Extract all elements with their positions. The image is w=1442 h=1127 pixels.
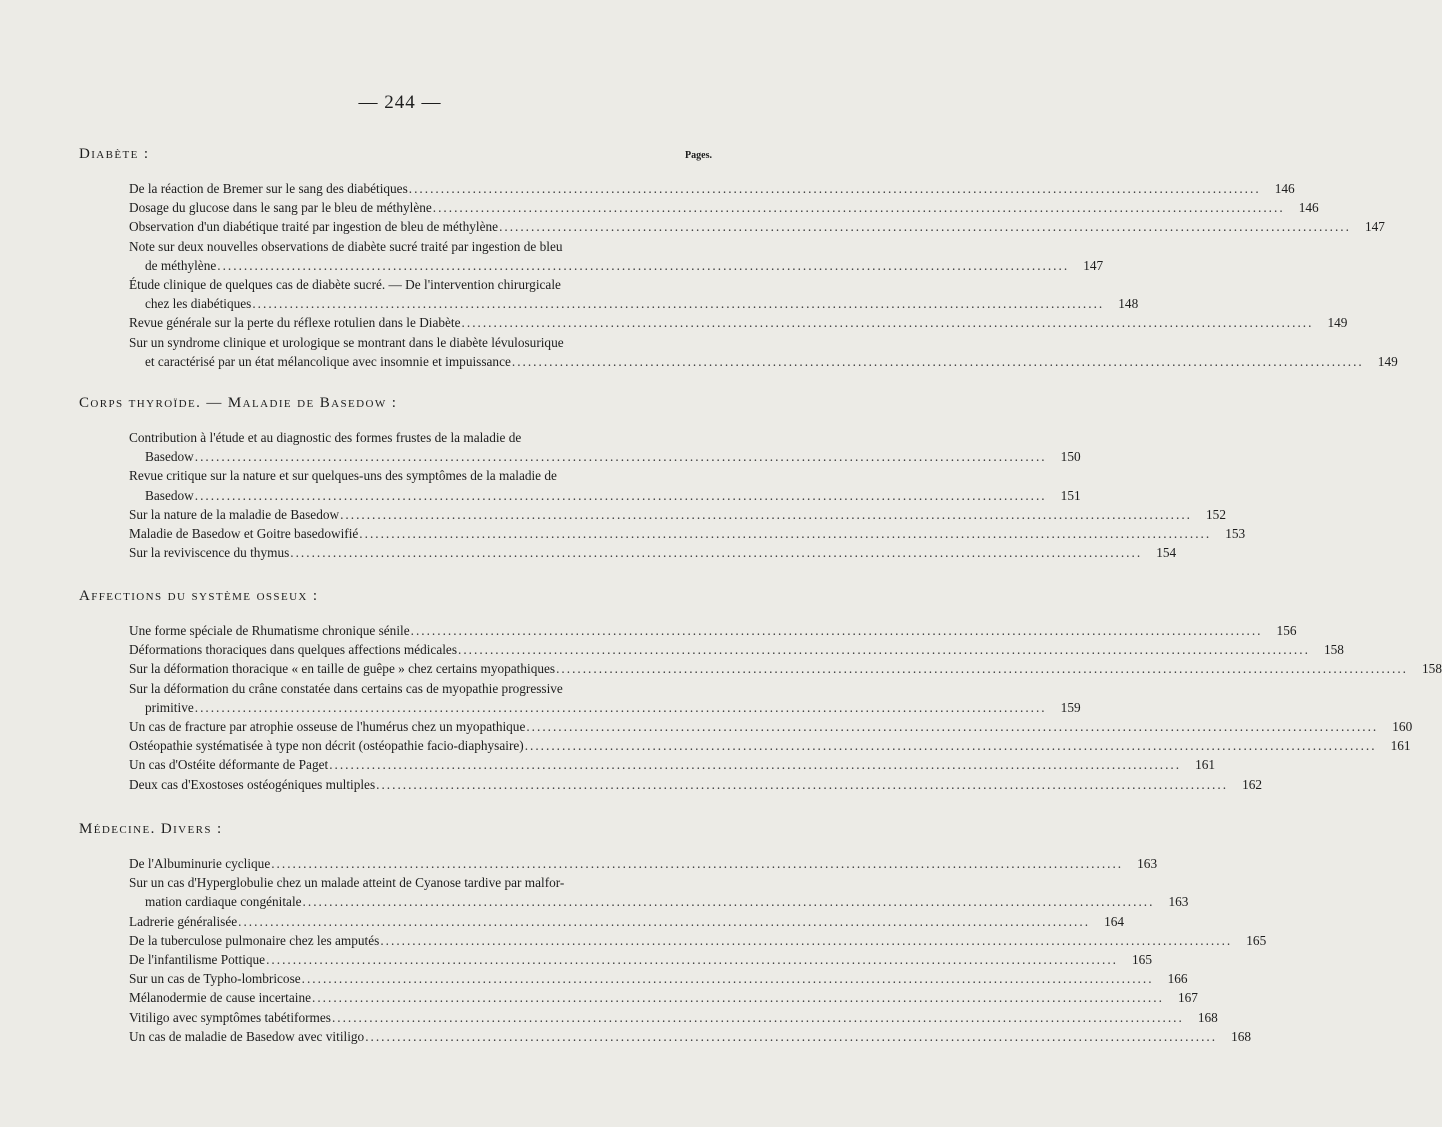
- entry-title-line: [129, 854, 1158, 873]
- page-reference: 164: [1104, 913, 1125, 929]
- entry-title-line: [129, 755, 1216, 774]
- entry-title: Un cas d'Ostéite déformante de Paget: [129, 757, 329, 773]
- entry-list: [129, 854, 1267, 1046]
- dot-leader: [365, 1027, 1217, 1046]
- toc-entry: [129, 736, 1411, 755]
- entry-title-line: [129, 988, 1198, 1007]
- page-reference: 158: [1323, 642, 1344, 658]
- entry-title-line: [129, 912, 1125, 931]
- page-reference: 152: [1206, 506, 1226, 522]
- entry-title: chez les diabétiques: [145, 296, 252, 312]
- entry-title: De la réaction de Bremer sur le sang des diabétiques: [129, 181, 408, 196]
- entry-title-line: [129, 775, 1263, 794]
- dot-leader: [556, 659, 1408, 678]
- entry-title-line: [129, 505, 1226, 524]
- entry-title: Basedow: [145, 449, 194, 465]
- entry-title-line: Étude clinique de quelques cas de diabète sucré. — De l'intervention chirurgicale: [129, 277, 561, 293]
- entry-title: Une forme spéciale de Rhumatisme chronique sénile: [129, 623, 410, 638]
- entry-title-line: [129, 256, 1104, 275]
- toc-entry: [129, 988, 1198, 1007]
- entry-list: [129, 428, 1246, 562]
- entry-list: [129, 621, 1442, 794]
- entry-title-line: [129, 313, 1348, 332]
- toc-entry: [129, 873, 1189, 911]
- page-reference: 163: [1168, 894, 1189, 910]
- dot-leader: [411, 621, 1263, 640]
- toc-entry: [129, 659, 1442, 678]
- dot-leader: [217, 256, 1069, 275]
- entry-title: De l'infantilisme Pottique: [129, 952, 266, 968]
- toc-entry: [129, 950, 1152, 969]
- dot-leader: [195, 486, 1047, 505]
- page-reference: 156: [1276, 623, 1297, 638]
- toc-entry: [129, 679, 1081, 717]
- dot-leader: [376, 775, 1228, 794]
- page-reference: 158: [1422, 661, 1442, 677]
- section-systeme-osseux: [79, 585, 1442, 794]
- entry-title-line: Sur un syndrome clinique et urologique se montrant dans le diabète lévulosurique: [129, 334, 564, 350]
- entry-title-line: [129, 1027, 1252, 1046]
- dot-leader: [303, 892, 1155, 911]
- entry-title-line: Contribution à l'étude et au diagnostic des formes frustes de la maladie de: [129, 430, 522, 445]
- toc-entry: [129, 717, 1413, 736]
- entry-title-line: [129, 892, 1189, 911]
- entry-title-line: [129, 294, 1139, 313]
- entry-title-line: [129, 621, 1297, 640]
- toc-entry: [129, 313, 1348, 332]
- entry-title: Vitiligo avec symptômes tabétiformes: [129, 1009, 331, 1025]
- page-reference: 168: [1197, 1009, 1218, 1025]
- entry-title-line: [129, 950, 1152, 969]
- section-corps-thyroide: [79, 392, 1246, 562]
- toc-entry: [129, 333, 1398, 371]
- toc-entry: [129, 969, 1188, 988]
- entry-title-line: [129, 969, 1188, 988]
- section-title: Affections du système osseux :: [79, 588, 319, 604]
- entry-title-line: [129, 931, 1267, 950]
- toc-entry: [129, 466, 1081, 504]
- page-reference: 166: [1167, 971, 1188, 987]
- section-title: Médecine. Divers :: [79, 821, 223, 837]
- page-reference: 150: [1060, 449, 1081, 465]
- pages-column-label: Pages.: [685, 150, 712, 161]
- toc-entry: [129, 543, 1177, 562]
- toc-entry: [129, 621, 1297, 640]
- toc-entry: [129, 1027, 1252, 1046]
- entry-title-line: [129, 179, 1295, 198]
- toc-entry: [129, 217, 1385, 236]
- entry-title: De la tuberculose pulmonaire chez les amputés: [129, 932, 380, 948]
- dot-leader: [195, 698, 1047, 717]
- dot-leader: [380, 931, 1232, 950]
- entry-title: de méthylène: [145, 257, 217, 273]
- page-reference: 148: [1118, 296, 1139, 312]
- dot-leader: [312, 988, 1164, 1007]
- entry-title-line: [129, 217, 1385, 236]
- page-reference: 163: [1137, 856, 1158, 871]
- entry-title: et caractérisé par un état mélancolique avec insomnie et impuissance: [145, 353, 511, 369]
- toc-entry: [129, 179, 1295, 198]
- toc-entry: [129, 198, 1319, 217]
- entry-title: Dosage du glucose dans le sang par le bleu de méthylène: [129, 200, 432, 216]
- toc-entry: [129, 912, 1125, 931]
- toc-entry: [129, 931, 1267, 950]
- dot-leader: [195, 447, 1047, 466]
- page-reference: 160: [1392, 719, 1413, 735]
- entry-title: Ostéopathie systématisée à type non décrit (ostéopathie facio-diaphysaire): [129, 738, 524, 754]
- entry-title: Maladie de Basedow et Goitre basedowifié: [129, 526, 359, 542]
- toc-entry: [129, 237, 1104, 275]
- entry-title-line: [129, 717, 1413, 736]
- dot-leader: [271, 854, 1123, 873]
- entry-title-line: [129, 486, 1081, 505]
- page-reference: 165: [1132, 952, 1152, 968]
- entry-title: Sur la reviviscence du thymus: [129, 545, 290, 561]
- dot-leader: [359, 524, 1211, 543]
- entry-title: Revue générale sur la perte du réflexe rotulien dans le Diabète: [129, 315, 461, 331]
- dot-leader: [526, 717, 1378, 736]
- dot-leader: [462, 313, 1314, 332]
- toc-entry: [129, 755, 1216, 774]
- section-diabete: [79, 143, 1398, 371]
- page-reference: 147: [1364, 219, 1385, 235]
- dot-leader: [340, 505, 1192, 524]
- toc-entry: [129, 775, 1263, 794]
- entry-title: primitive: [145, 699, 194, 715]
- entry-title-line: [129, 1008, 1218, 1027]
- toc-entry: [129, 524, 1246, 543]
- entry-title-line: [129, 447, 1081, 466]
- entry-title: mation cardiaque congénitale: [145, 894, 302, 910]
- entry-title-line: [129, 524, 1246, 543]
- page-reference: 162: [1242, 776, 1263, 792]
- dot-leader: [433, 198, 1285, 217]
- dot-leader: [409, 179, 1261, 198]
- page-reference: 159: [1060, 699, 1081, 715]
- entry-title-line: [129, 736, 1411, 755]
- page-reference: 168: [1231, 1028, 1252, 1044]
- toc-entry: [129, 428, 1081, 466]
- entry-title: Sur la déformation thoracique « en taille de guêpe » chez certains myopathiques: [129, 661, 556, 677]
- toc-entry: [129, 1008, 1218, 1027]
- entry-title-line: Revue critique sur la nature et sur quelques-uns des symptômes de la maladie de: [129, 468, 557, 484]
- entry-title: Un cas de fracture par atrophie osseuse de l'humérus chez un myopathique: [129, 719, 526, 735]
- entry-title-line: [129, 198, 1319, 217]
- page-reference: 149: [1377, 353, 1398, 369]
- toc-entry: [129, 505, 1226, 524]
- entry-title-line: Note sur deux nouvelles observations de diabète sucré traité par ingestion de bleu: [129, 238, 563, 254]
- entry-title: Basedow: [145, 487, 194, 503]
- toc-entry: [129, 640, 1344, 659]
- page-reference: 161: [1195, 757, 1216, 773]
- page-reference: 167: [1177, 990, 1198, 1006]
- page-reference: 151: [1060, 487, 1081, 503]
- page-reference: 149: [1327, 315, 1348, 331]
- entry-title: Mélanodermie de cause incertaine: [129, 990, 312, 1006]
- dot-leader: [290, 543, 1142, 562]
- dot-leader: [238, 912, 1090, 931]
- entry-title-line: [129, 698, 1081, 717]
- dot-leader: [512, 352, 1364, 371]
- dot-leader: [302, 969, 1154, 988]
- entry-title-line: Sur la déformation du crâne constatée dans certains cas de myopathie progressive: [129, 680, 563, 696]
- entry-title-line: Sur un cas d'Hyperglobulie chez un malade atteint de Cyanose tardive par malfor-: [129, 875, 565, 891]
- entry-title: Sur la nature de la maladie de Basedow: [129, 506, 340, 522]
- page-reference: 146: [1274, 181, 1295, 196]
- dot-leader: [525, 736, 1377, 755]
- entry-title: Ladrerie généralisée: [129, 913, 238, 929]
- entry-title-line: [129, 640, 1344, 659]
- dot-leader: [266, 950, 1118, 969]
- entry-title: Un cas de maladie de Basedow avec vitiligo: [129, 1028, 365, 1044]
- entry-title: Observation d'un diabétique traité par ingestion de bleu de méthylène: [129, 219, 499, 235]
- page-reference: 146: [1298, 200, 1319, 216]
- entry-title-line: [129, 659, 1442, 678]
- entry-title: De l'Albuminurie cyclique: [129, 856, 271, 871]
- section-title: Diabète :: [79, 146, 150, 162]
- entry-title-line: [129, 352, 1398, 371]
- entry-title: Sur un cas de Typho-lombricose: [129, 971, 301, 987]
- dot-leader: [252, 294, 1104, 313]
- entry-list: [129, 179, 1398, 371]
- dot-leader: [499, 217, 1351, 236]
- page-reference: 165: [1246, 932, 1267, 948]
- page-reference: 147: [1083, 257, 1104, 273]
- dot-leader: [329, 755, 1181, 774]
- toc-entry: [129, 854, 1158, 873]
- page-number: — 244 —: [358, 92, 442, 113]
- entry-title: Deux cas d'Exostoses ostéogéniques multiples: [129, 776, 376, 792]
- dot-leader: [458, 640, 1310, 659]
- toc-entry: [129, 275, 1139, 313]
- entry-title-line: [129, 543, 1177, 562]
- section-title: Corps thyroïde. — Maladie de Basedow :: [79, 395, 398, 411]
- page-reference: 161: [1390, 738, 1411, 754]
- entry-title: Déformations thoraciques dans quelques affections médicales: [129, 642, 458, 658]
- section-medecine-divers: [79, 818, 1267, 1046]
- dot-leader: [332, 1008, 1184, 1027]
- page-reference: 153: [1225, 526, 1246, 542]
- page-reference: 154: [1156, 545, 1177, 561]
